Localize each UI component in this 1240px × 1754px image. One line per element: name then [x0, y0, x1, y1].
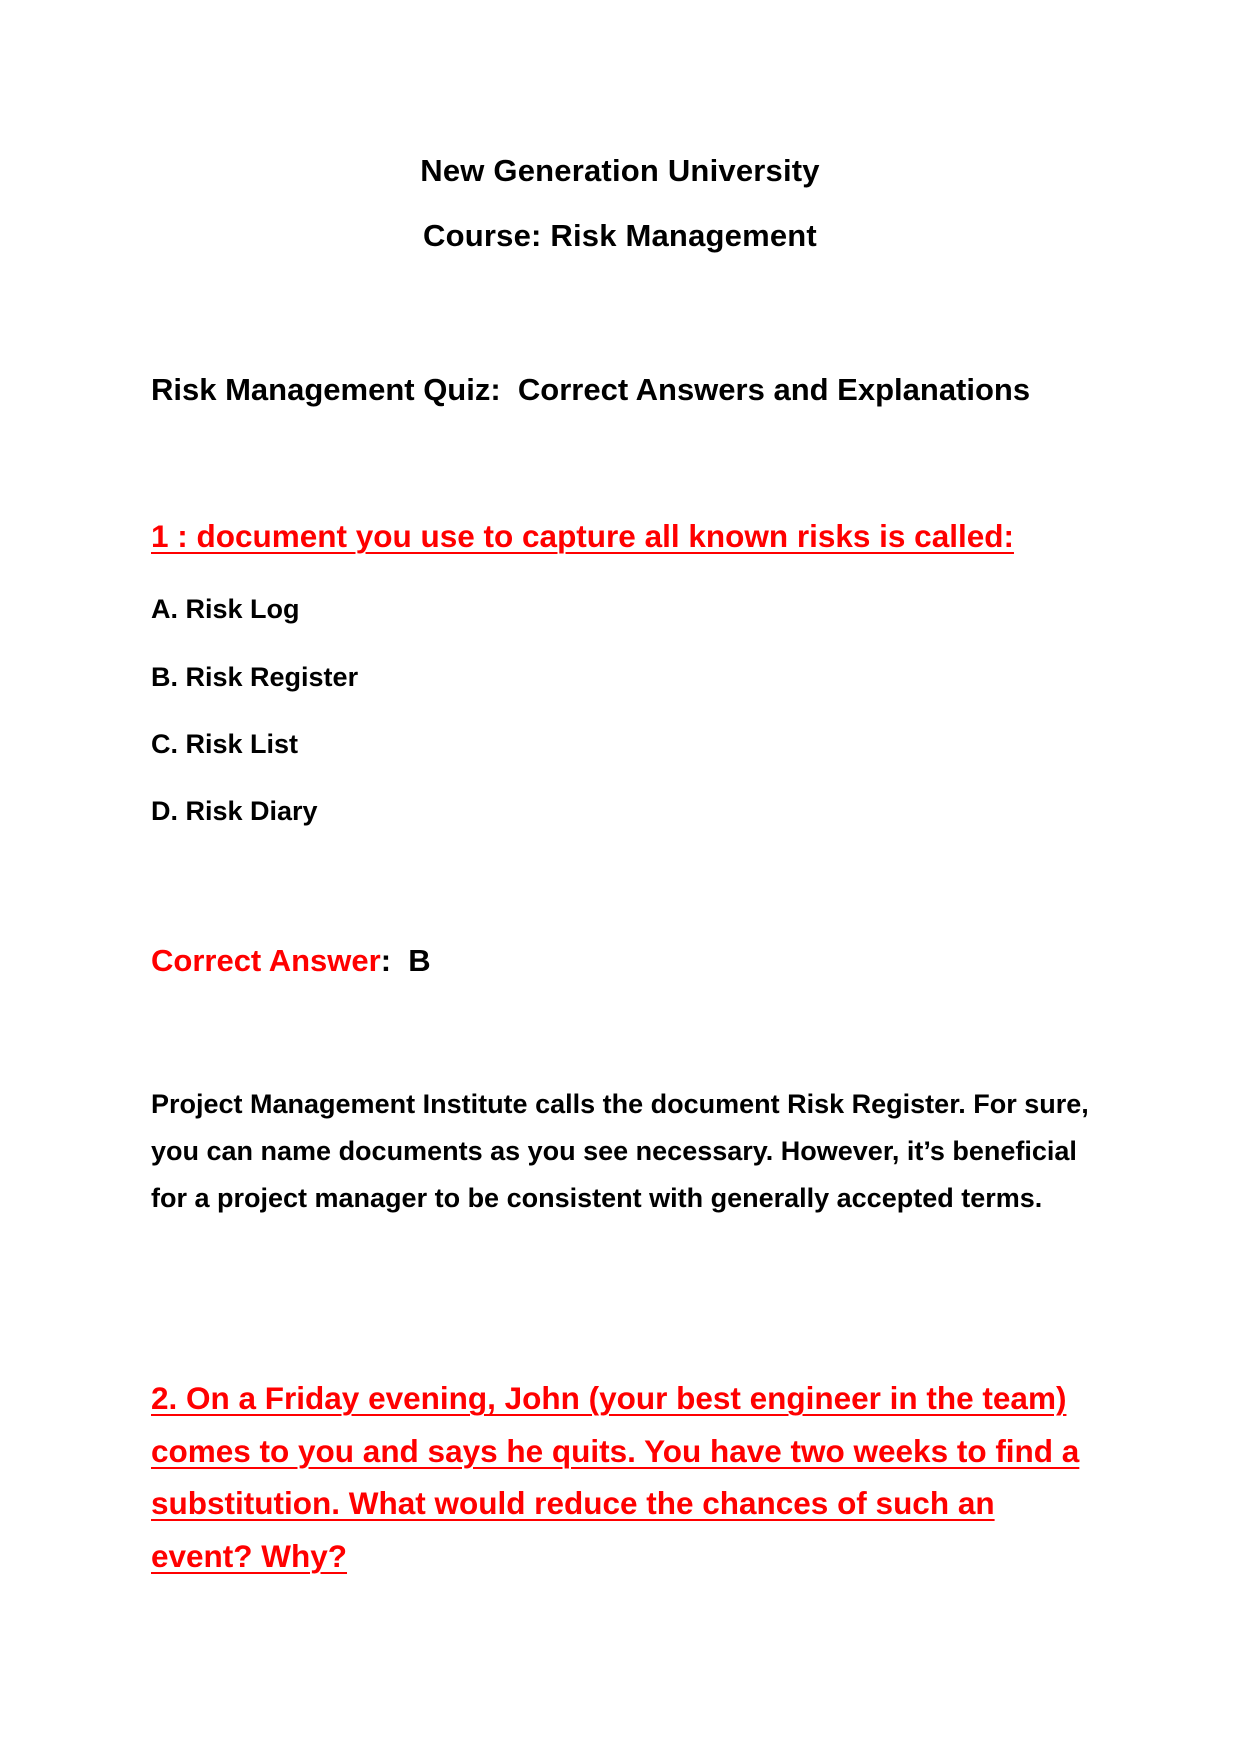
university-name: New Generation University — [420, 153, 820, 188]
correct-answer-separator: : — [380, 943, 409, 978]
option-d: D. Risk Diary — [151, 796, 318, 826]
question-2-text: 2. On a Friday evening, John (your best engineer in the team) comes to you and says he quits. You have two weeks to find a substitution. What would reduce the chances of such an event? Why? — [151, 1380, 1080, 1574]
option-b: B. Risk Register — [151, 662, 359, 692]
correct-answer — [151, 943, 1111, 979]
course-title: Course: Risk Management — [423, 218, 817, 253]
correct-answer-value: B — [408, 943, 431, 978]
correct-answer-label: Correct Answer — [151, 943, 381, 978]
option-a: A. Risk Log — [151, 594, 300, 624]
question-1-text: 1 : document you use to capture all known risks is called: — [151, 518, 1014, 554]
quiz-title: Risk Management Quiz: Correct Answers and Explanations — [151, 372, 1031, 407]
option-c: C. Risk List — [151, 729, 299, 759]
answer-explanation: Project Management Institute calls the document Risk Register. For sure, you can name documents as you see necessary. However, it’s beneficial for a project manager to be consistent with generally accepted terms. — [151, 1089, 1089, 1213]
